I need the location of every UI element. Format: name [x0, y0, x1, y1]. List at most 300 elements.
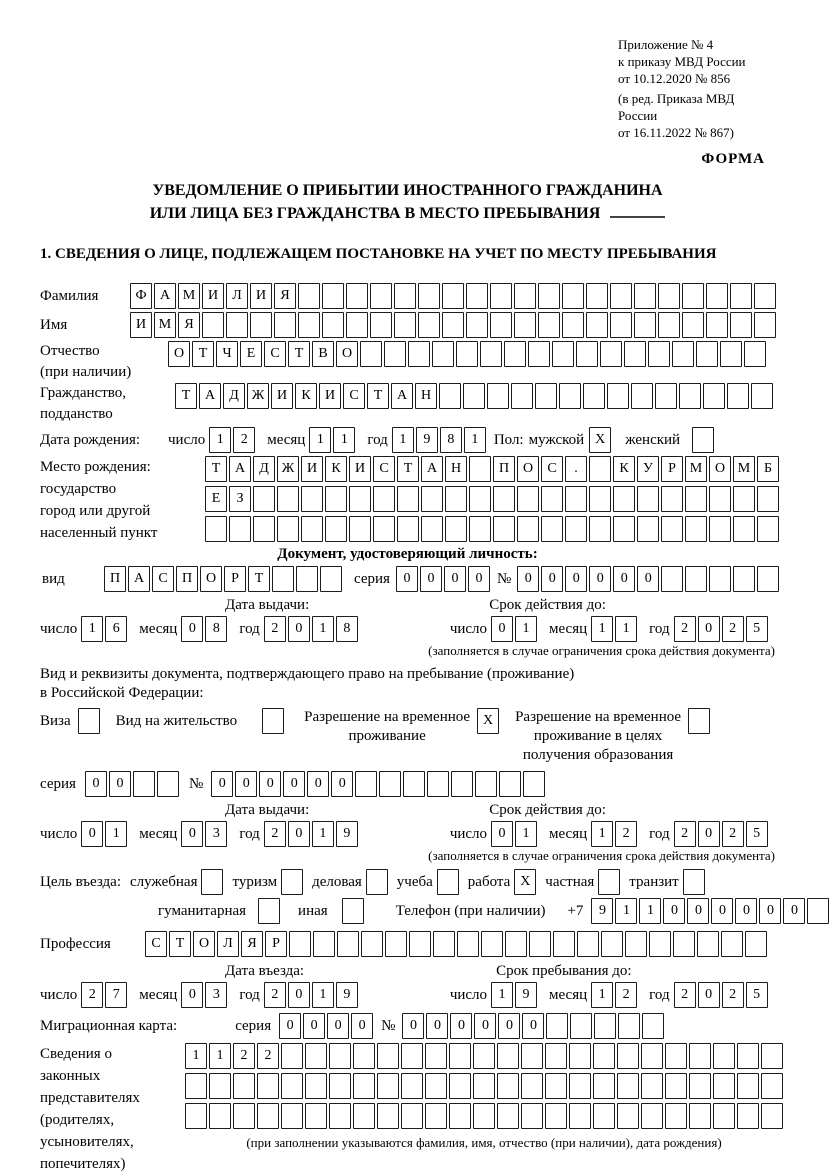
char-cell: С: [373, 456, 395, 482]
entry-year-cells: [264, 982, 358, 1008]
char-cell: [737, 1073, 759, 1099]
char-cell: [610, 283, 632, 309]
char-cell: [665, 1043, 687, 1069]
char-cell: 1: [639, 898, 661, 924]
char-cell: Ж: [247, 383, 269, 409]
migration-series-cells: [279, 1013, 373, 1039]
char-cell: [521, 1043, 543, 1069]
char-cell: 1: [185, 1043, 207, 1069]
char-cell: [329, 1103, 351, 1129]
char-cell: 0: [283, 771, 305, 797]
char-cell: [325, 516, 347, 542]
issue-month-cells: [181, 616, 227, 642]
char-cell: [682, 312, 704, 338]
sex-female-label: женский: [625, 432, 681, 448]
char-cell: А: [421, 456, 443, 482]
year-label: год: [239, 826, 260, 842]
char-cell: 1: [209, 1043, 231, 1069]
purpose-option-transit: транзит: [629, 869, 704, 895]
char-cell: 1: [209, 427, 231, 453]
identity-issue-date: [40, 616, 358, 642]
char-cell: 0: [81, 821, 103, 847]
char-cell: 0: [259, 771, 281, 797]
char-cell: Ж: [277, 456, 299, 482]
residence-permit-checkbox: [262, 708, 284, 734]
char-cell: [689, 1103, 711, 1129]
char-cell: [361, 931, 383, 957]
char-cell: К: [295, 383, 317, 409]
char-cell: У: [637, 456, 659, 482]
char-cell: [761, 1103, 783, 1129]
residence-valid-date: [450, 821, 768, 847]
citizenship-label: Гражданство, подданство: [40, 385, 127, 422]
char-cell: [281, 1103, 303, 1129]
char-cell: Б: [757, 456, 779, 482]
char-cell: С: [152, 566, 174, 592]
birth-month-cells: [309, 427, 355, 453]
char-cell: [233, 1073, 255, 1099]
char-cell: [641, 1043, 663, 1069]
name-label: Имя: [40, 317, 68, 333]
char-cell: [703, 383, 725, 409]
char-cell: [569, 1043, 591, 1069]
char-cell: [493, 516, 515, 542]
appendix-line: к приказу МВД России: [618, 54, 746, 69]
char-cell: [418, 283, 440, 309]
char-cell: [205, 516, 227, 542]
char-cell: [593, 1043, 615, 1069]
char-cell: [355, 771, 377, 797]
char-cell: [553, 931, 575, 957]
char-cell: [706, 312, 728, 338]
char-cell: [689, 1073, 711, 1099]
identity-doc-row: [40, 566, 775, 592]
char-cell: [418, 312, 440, 338]
char-cell: [394, 283, 416, 309]
appendix-line: (в ред. Приказа МВД России: [618, 91, 735, 123]
stay-day-cells: [491, 982, 537, 1008]
char-cell: [709, 486, 731, 512]
stay-month-cells: [591, 982, 637, 1008]
char-cell: 1: [81, 616, 103, 642]
char-cell: А: [128, 566, 150, 592]
char-cell: [442, 312, 464, 338]
char-cell: 0: [211, 771, 233, 797]
private-checkbox: [598, 869, 620, 895]
temp-permit-option: [304, 708, 499, 746]
patronymic-label: Отчество (при наличии): [40, 343, 132, 380]
number-label: №: [188, 776, 204, 792]
char-cell: [202, 312, 224, 338]
char-cell: П: [104, 566, 126, 592]
char-cell: 0: [491, 821, 513, 847]
char-cell: С: [343, 383, 365, 409]
char-cell: [421, 516, 443, 542]
char-cell: [665, 1073, 687, 1099]
char-cell: [353, 1103, 375, 1129]
char-cell: [305, 1073, 327, 1099]
char-cell: [360, 341, 382, 367]
sex-male-label: мужской: [528, 432, 585, 448]
commercial-checkbox: [366, 869, 388, 895]
char-cell: [523, 771, 545, 797]
valid-date-header: Срок действия до:: [489, 597, 606, 613]
char-cell: [277, 516, 299, 542]
surname-cells: [130, 283, 776, 309]
char-cell: 0: [783, 898, 805, 924]
stay-until-date: [450, 982, 768, 1008]
char-cell: [475, 771, 497, 797]
birthdate-row: [40, 427, 775, 453]
validity-note: (заполняется в случае ограничения срока действия документа): [428, 643, 775, 658]
char-cell: З: [229, 486, 251, 512]
char-cell: [807, 898, 829, 924]
char-cell: О: [168, 341, 190, 367]
char-cell: И: [301, 456, 323, 482]
issue-date-header: Дата выдачи:: [225, 802, 310, 818]
char-cell: [229, 516, 251, 542]
char-cell: [637, 486, 659, 512]
sex-male-checkbox: X: [589, 427, 611, 453]
representatives-note: (при заполнении указываются фамилия, имя, отчество (при наличии), дата рождения): [246, 1135, 722, 1150]
purpose-label: Цель въезда:: [40, 874, 121, 890]
char-cell: [641, 1103, 663, 1129]
char-cell: [425, 1073, 447, 1099]
char-cell: 2: [674, 982, 696, 1008]
char-cell: П: [176, 566, 198, 592]
char-cell: [583, 383, 605, 409]
purpose-option-private: частная: [545, 869, 620, 895]
char-cell: 9: [591, 898, 613, 924]
citizenship-cells: [175, 383, 773, 409]
char-cell: 1: [309, 427, 331, 453]
char-cell: [305, 1043, 327, 1069]
char-cell: [466, 312, 488, 338]
char-cell: [761, 1043, 783, 1069]
char-cell: [721, 931, 743, 957]
char-cell: 0: [474, 1013, 496, 1039]
char-cell: [322, 283, 344, 309]
char-cell: [449, 1043, 471, 1069]
char-cell: [545, 1073, 567, 1099]
char-cell: [377, 1103, 399, 1129]
name-cells: [130, 312, 776, 338]
char-cell: 1: [105, 821, 127, 847]
char-cell: [403, 771, 425, 797]
char-cell: 2: [264, 821, 286, 847]
char-cell: 2: [264, 616, 286, 642]
char-cell: 6: [105, 616, 127, 642]
char-cell: [373, 486, 395, 512]
char-cell: [570, 1013, 592, 1039]
valid-date-header: Срок действия до:: [489, 802, 606, 818]
issue-year-cells: [264, 821, 358, 847]
char-cell: [514, 283, 536, 309]
char-cell: В: [312, 341, 334, 367]
study-checkbox: [437, 869, 459, 895]
day-label: число: [40, 987, 78, 1003]
char-cell: [613, 486, 635, 512]
char-cell: 0: [181, 982, 203, 1008]
char-cell: 8: [440, 427, 462, 453]
char-cell: 0: [402, 1013, 424, 1039]
char-cell: Т: [205, 456, 227, 482]
char-cell: [625, 931, 647, 957]
char-cell: 1: [591, 616, 613, 642]
char-cell: [618, 1013, 640, 1039]
char-cell: 2: [257, 1043, 279, 1069]
number-label: №: [381, 1018, 396, 1034]
char-cell: Е: [240, 341, 262, 367]
char-cell: 1: [491, 982, 513, 1008]
temp-permit-checkbox: X: [477, 708, 499, 734]
citizenship-row: [40, 383, 775, 425]
char-cell: 0: [698, 616, 720, 642]
char-cell: [209, 1073, 231, 1099]
char-cell: [634, 283, 656, 309]
char-cell: 9: [416, 427, 438, 453]
char-cell: [433, 931, 455, 957]
doc-number-label: №: [496, 571, 512, 587]
char-cell: [487, 383, 509, 409]
char-cell: [648, 341, 670, 367]
char-cell: О: [709, 456, 731, 482]
char-cell: [281, 1073, 303, 1099]
char-cell: [473, 1073, 495, 1099]
char-cell: [425, 1103, 447, 1129]
sex-label: Пол:: [493, 432, 524, 448]
birthplace-block: [40, 456, 775, 544]
char-cell: [569, 1103, 591, 1129]
residence-permit-label: Вид на жительство: [115, 713, 238, 729]
char-cell: [689, 1043, 711, 1069]
char-cell: [552, 341, 574, 367]
char-cell: [250, 312, 272, 338]
char-cell: Р: [265, 931, 287, 957]
residence-number-cells: [211, 771, 545, 797]
char-cell: [320, 566, 342, 592]
valid-year-cells: [674, 616, 768, 642]
char-cell: 1: [591, 821, 613, 847]
char-cell: [337, 931, 359, 957]
char-cell: Т: [192, 341, 214, 367]
char-cell: [353, 1043, 375, 1069]
char-cell: [349, 486, 371, 512]
char-cell: [394, 312, 416, 338]
visa-label: Виза: [40, 713, 71, 729]
char-cell: С: [541, 456, 563, 482]
char-cell: [655, 383, 677, 409]
year-label: год: [239, 621, 260, 637]
char-cell: [713, 1043, 735, 1069]
char-cell: [661, 516, 683, 542]
char-cell: [569, 1073, 591, 1099]
char-cell: [257, 1103, 279, 1129]
entry-date-header: Дата въезда:: [225, 963, 305, 979]
char-cell: [562, 312, 584, 338]
tourism-checkbox: [281, 869, 303, 895]
char-cell: А: [154, 283, 176, 309]
doc-type-cells: [104, 566, 342, 592]
char-cell: [751, 383, 773, 409]
purpose-option-tourism: туризм: [232, 869, 303, 895]
valid-day-cells: [491, 821, 537, 847]
char-cell: [528, 341, 550, 367]
form-title-line1: УВЕДОМЛЕНИЕ О ПРИБЫТИИ ИНОСТРАННОГО ГРАЖДАНИНА: [152, 182, 663, 199]
char-cell: [466, 283, 488, 309]
char-cell: [713, 1103, 735, 1129]
char-cell: [456, 341, 478, 367]
doc-series-label: серия: [354, 571, 390, 587]
char-cell: [601, 931, 623, 957]
char-cell: 0: [307, 771, 329, 797]
char-cell: [473, 1043, 495, 1069]
char-cell: [757, 566, 779, 592]
char-cell: [610, 312, 632, 338]
char-cell: Ч: [216, 341, 238, 367]
char-cell: 2: [233, 427, 255, 453]
char-cell: 5: [746, 982, 768, 1008]
char-cell: Я: [274, 283, 296, 309]
char-cell: И: [250, 283, 272, 309]
char-cell: 2: [674, 821, 696, 847]
char-cell: [377, 1043, 399, 1069]
char-cell: [257, 1073, 279, 1099]
char-cell: 0: [181, 821, 203, 847]
valid-year-cells: [674, 821, 768, 847]
char-cell: [545, 1043, 567, 1069]
char-cell: [233, 1103, 255, 1129]
char-cell: [442, 283, 464, 309]
birth-year-cells: [392, 427, 486, 453]
section1-heading: 1. СВЕДЕНИЯ О ЛИЦЕ, ПОДЛЕЖАЩЕМ ПОСТАНОВКЕ НА УЧЕТ ПО МЕСТУ ПРЕБЫВАНИЯ: [40, 246, 717, 262]
char-cell: [733, 486, 755, 512]
char-cell: [397, 516, 419, 542]
sex-female-checkbox: [692, 427, 714, 453]
char-cell: [754, 312, 776, 338]
residence-series-cells: [85, 771, 179, 797]
char-cell: 3: [205, 821, 227, 847]
char-cell: П: [493, 456, 515, 482]
char-cell: [408, 341, 430, 367]
char-cell: [761, 1073, 783, 1099]
char-cell: 0: [491, 616, 513, 642]
char-cell: Е: [205, 486, 227, 512]
char-cell: И: [271, 383, 293, 409]
identity-doc-date-headers: [40, 597, 775, 614]
char-cell: 2: [81, 982, 103, 1008]
char-cell: 2: [615, 821, 637, 847]
char-cell: 9: [336, 982, 358, 1008]
char-cell: 0: [181, 616, 203, 642]
char-cell: [709, 516, 731, 542]
other-checkbox: [342, 898, 364, 924]
char-cell: И: [349, 456, 371, 482]
char-cell: 0: [288, 821, 310, 847]
char-cell: 0: [698, 821, 720, 847]
purpose-option-business: служебная: [130, 869, 224, 895]
year-label: год: [367, 432, 388, 448]
birthdate-group: [168, 427, 486, 453]
char-cell: [744, 341, 766, 367]
char-cell: [706, 283, 728, 309]
purpose-option-commercial: деловая: [312, 869, 388, 895]
char-cell: О: [200, 566, 222, 592]
char-cell: [649, 931, 671, 957]
char-cell: С: [145, 931, 167, 957]
char-cell: 0: [351, 1013, 373, 1039]
char-cell: [296, 566, 318, 592]
char-cell: [373, 516, 395, 542]
char-cell: О: [517, 456, 539, 482]
char-cell: [504, 341, 526, 367]
entry-month-cells: [181, 982, 227, 1008]
char-cell: [401, 1043, 423, 1069]
char-cell: 0: [613, 566, 635, 592]
char-cell: Р: [661, 456, 683, 482]
residence-permit-option: [116, 708, 284, 734]
stay-year-cells: [674, 982, 768, 1008]
char-cell: [679, 383, 701, 409]
validity-note: (заполняется в случае ограничения срока действия документа): [428, 848, 775, 863]
transit-checkbox: [683, 869, 705, 895]
char-cell: [353, 1073, 375, 1099]
char-cell: [185, 1103, 207, 1129]
month-label: месяц: [139, 826, 178, 842]
purpose-option-other: иная: [298, 898, 364, 924]
series-label: серия: [40, 776, 76, 792]
profession-cells: [145, 931, 767, 957]
char-cell: [325, 486, 347, 512]
char-cell: Т: [367, 383, 389, 409]
series-label: серия: [235, 1018, 272, 1034]
birthplace-row3-cells: [205, 516, 779, 542]
char-cell: [696, 341, 718, 367]
char-cell: [589, 516, 611, 542]
issue-day-cells: [81, 821, 127, 847]
month-label: месяц: [139, 621, 178, 637]
char-cell: [733, 566, 755, 592]
char-cell: [226, 312, 248, 338]
title-blank-line: [610, 202, 665, 218]
char-cell: 0: [331, 771, 353, 797]
char-cell: [185, 1073, 207, 1099]
char-cell: [589, 456, 611, 482]
char-cell: [490, 283, 512, 309]
char-cell: 0: [85, 771, 107, 797]
valid-day-cells: [491, 616, 537, 642]
char-cell: [499, 771, 521, 797]
char-cell: [617, 1073, 639, 1099]
day-label: число: [449, 987, 488, 1003]
char-cell: [514, 312, 536, 338]
char-cell: 2: [233, 1043, 255, 1069]
surname-row: [40, 283, 775, 309]
month-label: месяц: [549, 826, 588, 842]
entry-date-headers: [40, 963, 775, 980]
char-cell: Т: [397, 456, 419, 482]
representatives-row3-cells: [185, 1103, 783, 1129]
char-cell: [497, 1103, 519, 1129]
migration-number-cells: [402, 1013, 664, 1039]
birthdate-label: Дата рождения:: [40, 432, 141, 448]
char-cell: [445, 516, 467, 542]
char-cell: [586, 312, 608, 338]
char-cell: [432, 341, 454, 367]
char-cell: [577, 931, 599, 957]
char-cell: [658, 312, 680, 338]
edu-permit-option: [515, 708, 710, 765]
